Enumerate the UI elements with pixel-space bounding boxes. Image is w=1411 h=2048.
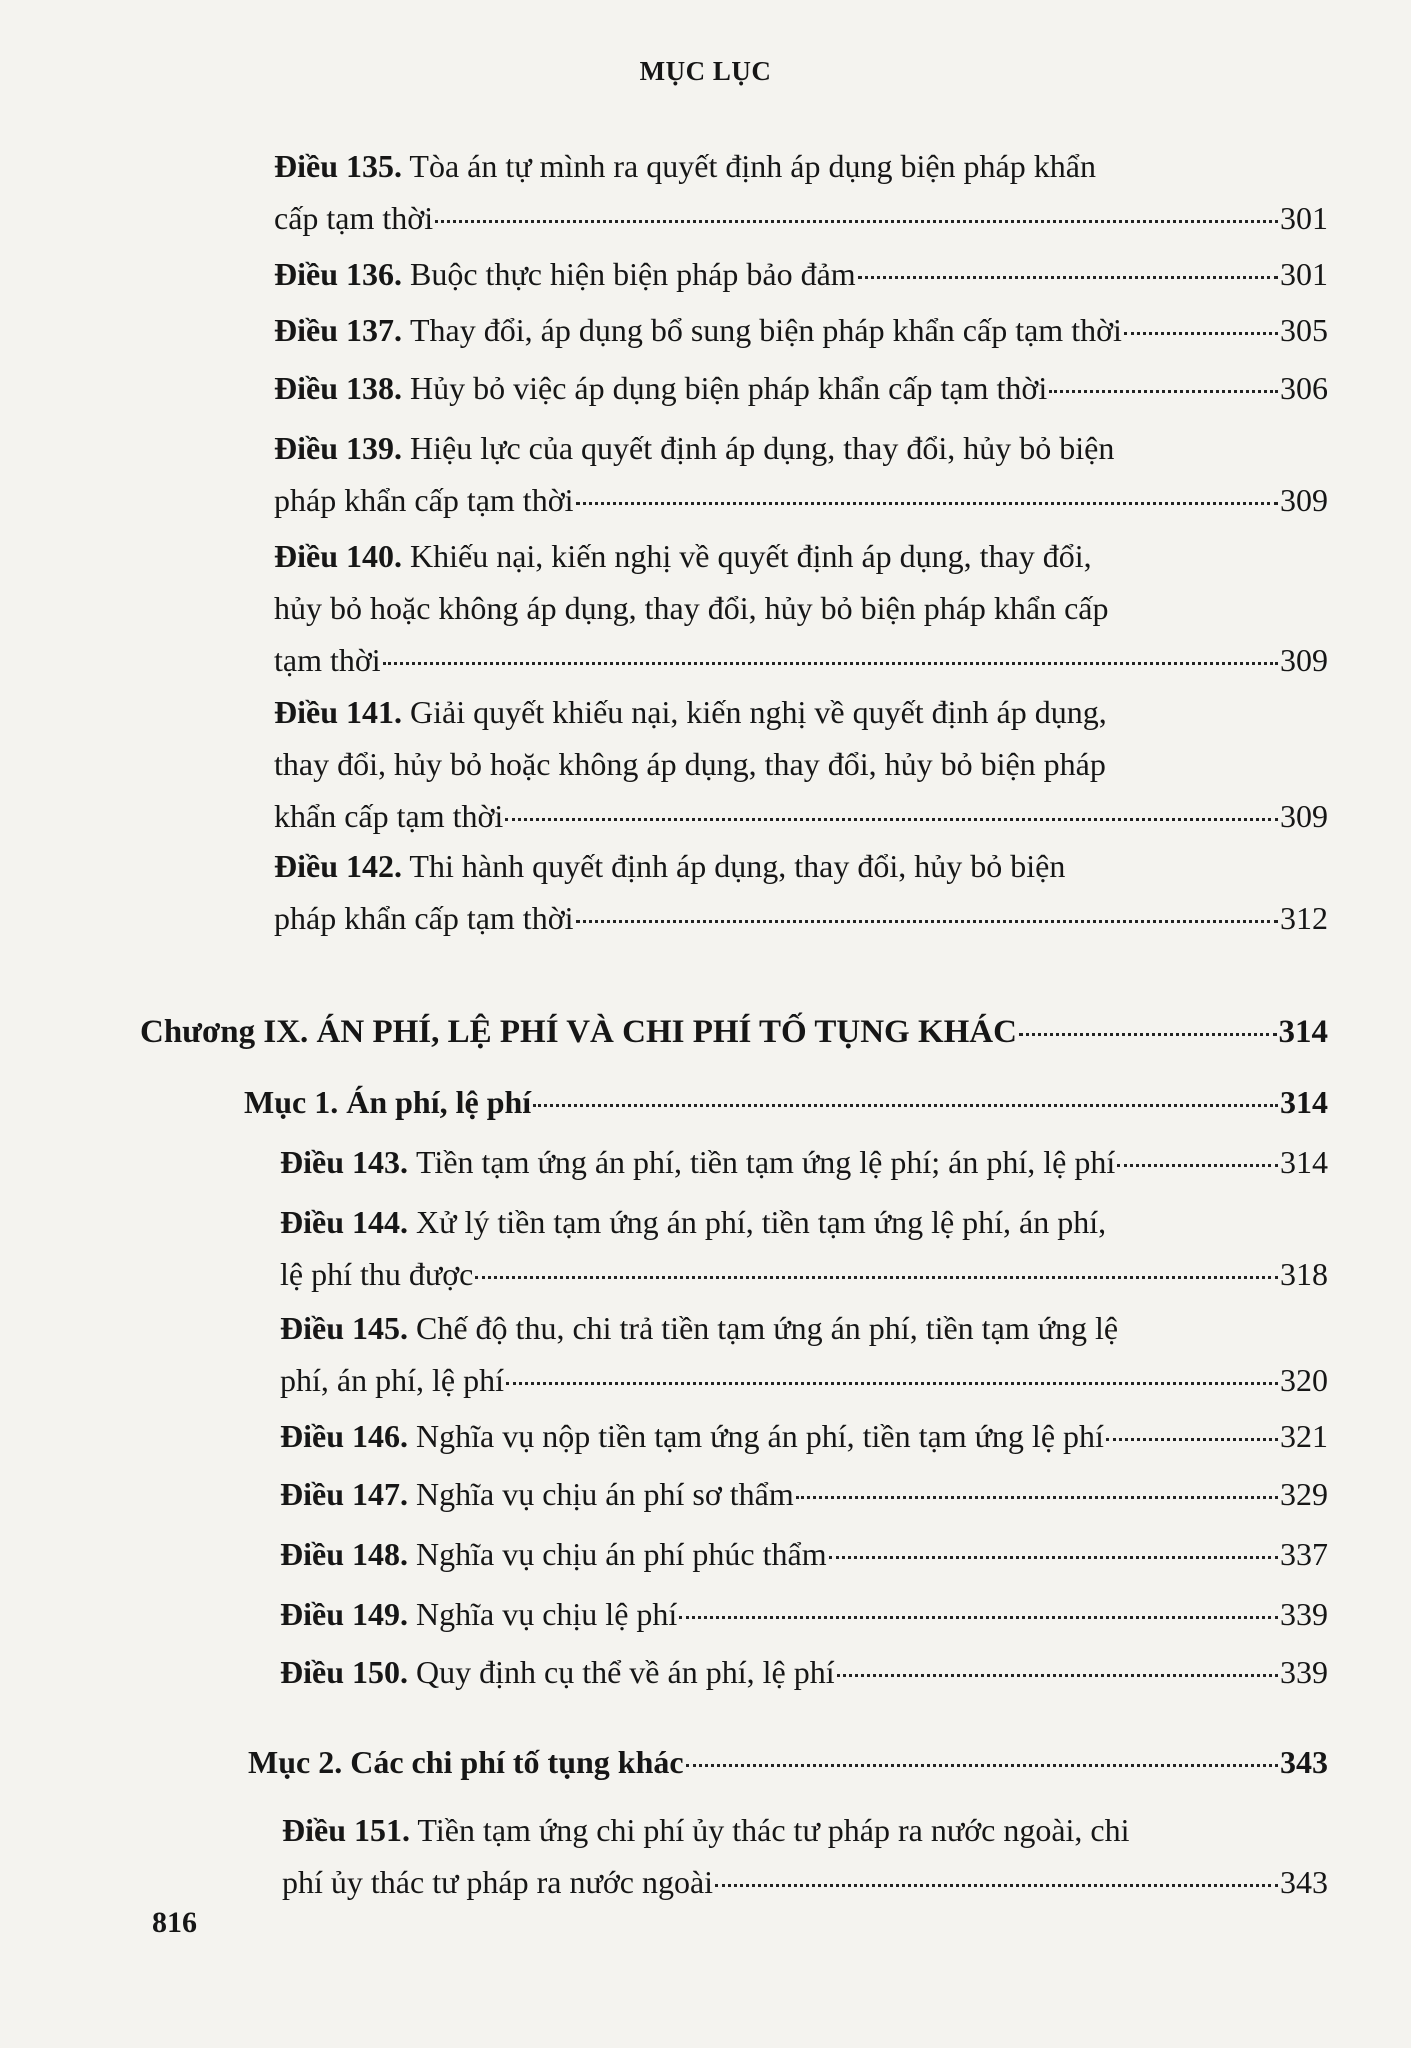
entry-label: Điều 151. xyxy=(282,1812,410,1848)
entry-last-line: Nghĩa vụ chịu án phí sơ thẩm xyxy=(416,1476,794,1512)
entry-label: Điều 150. xyxy=(280,1654,408,1690)
entry-line: Khiếu nại, kiến nghị về quyết định áp dụng, thay đổi, xyxy=(410,538,1092,574)
section-title: Mục 2. Các chi phí tố tụng khác xyxy=(248,1744,684,1780)
toc-entry-dieu-143 xyxy=(280,1136,1328,1188)
entry-label: Điều 135. xyxy=(274,148,402,184)
dot-leader xyxy=(1124,332,1278,335)
toc-entry-dieu-136 xyxy=(274,248,1328,300)
entry-label: Điều 136. xyxy=(274,256,402,292)
entry-label: Điều 141. xyxy=(274,694,402,730)
page-number: 816 xyxy=(152,1906,197,1939)
section-title: Mục 1. Án phí, lệ phí xyxy=(244,1084,532,1120)
entry-last-line: phí, án phí, lệ phí xyxy=(280,1362,504,1398)
dot-leader xyxy=(1117,1164,1278,1167)
dot-leader xyxy=(837,1674,1278,1677)
entry-line: hủy bỏ hoặc không áp dụng, thay đổi, hủy bỏ biện pháp khẩn cấp xyxy=(274,590,1109,626)
entry-page: 301 xyxy=(1280,256,1328,292)
entry-last-line: phí ủy thác tư pháp ra nước ngoài xyxy=(282,1864,714,1900)
toc-entry-dieu-141 xyxy=(274,686,1328,842)
entry-page: 339 xyxy=(1280,1654,1328,1690)
toc-entry-dieu-144 xyxy=(280,1196,1328,1300)
entry-page: 312 xyxy=(1280,900,1328,936)
entry-last-line: Nghĩa vụ chịu án phí phúc thẩm xyxy=(416,1536,827,1572)
entry-last-line: Buộc thực hiện biện pháp bảo đảm xyxy=(410,256,856,292)
entry-label: Điều 137. xyxy=(274,312,402,348)
dot-leader xyxy=(576,920,1279,923)
entry-label: Điều 148. xyxy=(280,1536,408,1572)
entry-label: Điều 143. xyxy=(280,1144,408,1180)
entry-page: 343 xyxy=(1280,1744,1328,1780)
toc-entry-dieu-148 xyxy=(280,1528,1328,1580)
entry-line: Tòa án tự mình ra quyết định áp dụng biện pháp khẩn xyxy=(409,148,1096,184)
entry-page: 318 xyxy=(1280,1256,1328,1292)
dot-leader xyxy=(505,818,1278,821)
entry-page: 309 xyxy=(1280,642,1328,678)
entry-last-line: cấp tạm thời xyxy=(274,200,434,236)
toc-entry-dieu-151 xyxy=(282,1804,1328,1908)
entry-last-line: tạm thời xyxy=(274,642,381,678)
entry-page: 309 xyxy=(1280,798,1328,834)
toc-entry-dieu-142 xyxy=(274,840,1328,944)
entry-label: Điều 147. xyxy=(280,1476,408,1512)
entry-page: 337 xyxy=(1280,1536,1328,1572)
entry-line: Hiệu lực của quyết định áp dụng, thay đổi, hủy bỏ biện xyxy=(410,430,1115,466)
entry-page: 329 xyxy=(1280,1476,1328,1512)
entry-line: Tiền tạm ứng chi phí ủy thác tư pháp ra nước ngoài, chi xyxy=(417,1812,1130,1848)
dot-leader xyxy=(715,1884,1278,1887)
chapter-title: Chương IX. ÁN PHÍ, LỆ PHÍ VÀ CHI PHÍ TỐ TỤNG KHÁC xyxy=(140,1014,1017,1050)
entry-label: Điều 142. xyxy=(274,848,402,884)
entry-page: 314 xyxy=(1280,1144,1328,1180)
entry-line: Thi hành quyết định áp dụng, thay đổi, hủy bỏ biện xyxy=(409,848,1066,884)
dot-leader xyxy=(796,1496,1278,1499)
dot-leader xyxy=(383,662,1278,665)
toc-entry-dieu-149 xyxy=(280,1588,1328,1640)
entry-label: Điều 145. xyxy=(280,1310,408,1346)
entry-page: 320 xyxy=(1280,1362,1328,1398)
dot-leader xyxy=(1049,390,1278,393)
entry-label: Điều 139. xyxy=(274,430,402,466)
dot-leader xyxy=(679,1616,1278,1619)
entry-label: Điều 146. xyxy=(280,1418,408,1454)
toc-chapter-ix xyxy=(140,1006,1328,1058)
dot-leader xyxy=(533,1104,1278,1107)
dot-leader xyxy=(686,1764,1278,1767)
dot-leader xyxy=(1019,1033,1277,1036)
entry-page: 321 xyxy=(1280,1418,1328,1454)
toc-entry-dieu-139 xyxy=(274,422,1328,526)
entry-page: 314 xyxy=(1280,1084,1328,1120)
entry-last-line: khẩn cấp tạm thời xyxy=(274,798,504,834)
dot-leader xyxy=(576,502,1279,505)
entry-last-line: pháp khẩn cấp tạm thời xyxy=(274,482,574,518)
dot-leader xyxy=(506,1382,1278,1385)
page-header: MỤC LỤC xyxy=(639,56,772,86)
toc-section-muc-1 xyxy=(244,1076,1328,1128)
dot-leader xyxy=(829,1556,1278,1559)
entry-label: Điều 140. xyxy=(274,538,402,574)
entry-last-line: lệ phí thu được xyxy=(280,1256,474,1292)
entry-label: Điều 138. xyxy=(274,370,402,406)
entry-page: 309 xyxy=(1280,482,1328,518)
entry-page: 343 xyxy=(1280,1864,1328,1900)
toc-entry-dieu-150 xyxy=(280,1646,1328,1698)
entry-line: Chế độ thu, chi trả tiền tạm ứng án phí, tiền tạm ứng lệ xyxy=(416,1310,1119,1346)
toc-entry-dieu-147 xyxy=(280,1468,1328,1520)
entry-last-line: Nghĩa vụ chịu lệ phí xyxy=(416,1596,678,1632)
entry-last-line: Thay đổi, áp dụng bổ sung biện pháp khẩn cấp tạm thời xyxy=(410,312,1122,348)
entry-page: 314 xyxy=(1278,1014,1328,1050)
entry-last-line: pháp khẩn cấp tạm thời xyxy=(274,900,574,936)
entry-label: Điều 149. xyxy=(280,1596,408,1632)
entry-line: thay đổi, hủy bỏ hoặc không áp dụng, thay đổi, hủy bỏ biện pháp xyxy=(274,746,1106,782)
entry-last-line: Quy định cụ thể về án phí, lệ phí xyxy=(416,1654,835,1690)
toc-entry-dieu-140 xyxy=(274,530,1328,686)
dot-leader xyxy=(435,220,1278,223)
entry-line: Xử lý tiền tạm ứng án phí, tiền tạm ứng lệ phí, án phí, xyxy=(416,1204,1107,1240)
entry-last-line: Nghĩa vụ nộp tiền tạm ứng án phí, tiền tạm ứng lệ phí xyxy=(416,1418,1104,1454)
toc-entry-dieu-135 xyxy=(274,140,1328,244)
dot-leader xyxy=(475,1276,1278,1279)
entry-line: Giải quyết khiếu nại, kiến nghị về quyết định áp dụng, xyxy=(410,694,1107,730)
dot-leader xyxy=(1106,1438,1278,1441)
entry-page: 305 xyxy=(1280,312,1328,348)
entry-page: 339 xyxy=(1280,1596,1328,1632)
toc-entry-dieu-137 xyxy=(274,304,1328,356)
toc-entry-dieu-145 xyxy=(280,1302,1328,1406)
entry-last-line: Hủy bỏ việc áp dụng biện pháp khẩn cấp tạm thời xyxy=(410,370,1048,406)
dot-leader xyxy=(858,276,1278,279)
entry-page: 301 xyxy=(1280,200,1328,236)
entry-last-line: Tiền tạm ứng án phí, tiền tạm ứng lệ phí; án phí, lệ phí xyxy=(416,1144,1116,1180)
toc-entry-dieu-146 xyxy=(280,1410,1328,1462)
toc-section-muc-2 xyxy=(248,1736,1328,1788)
entry-page: 306 xyxy=(1280,370,1328,406)
toc-entry-dieu-138 xyxy=(274,362,1328,414)
entry-label: Điều 144. xyxy=(280,1204,408,1240)
